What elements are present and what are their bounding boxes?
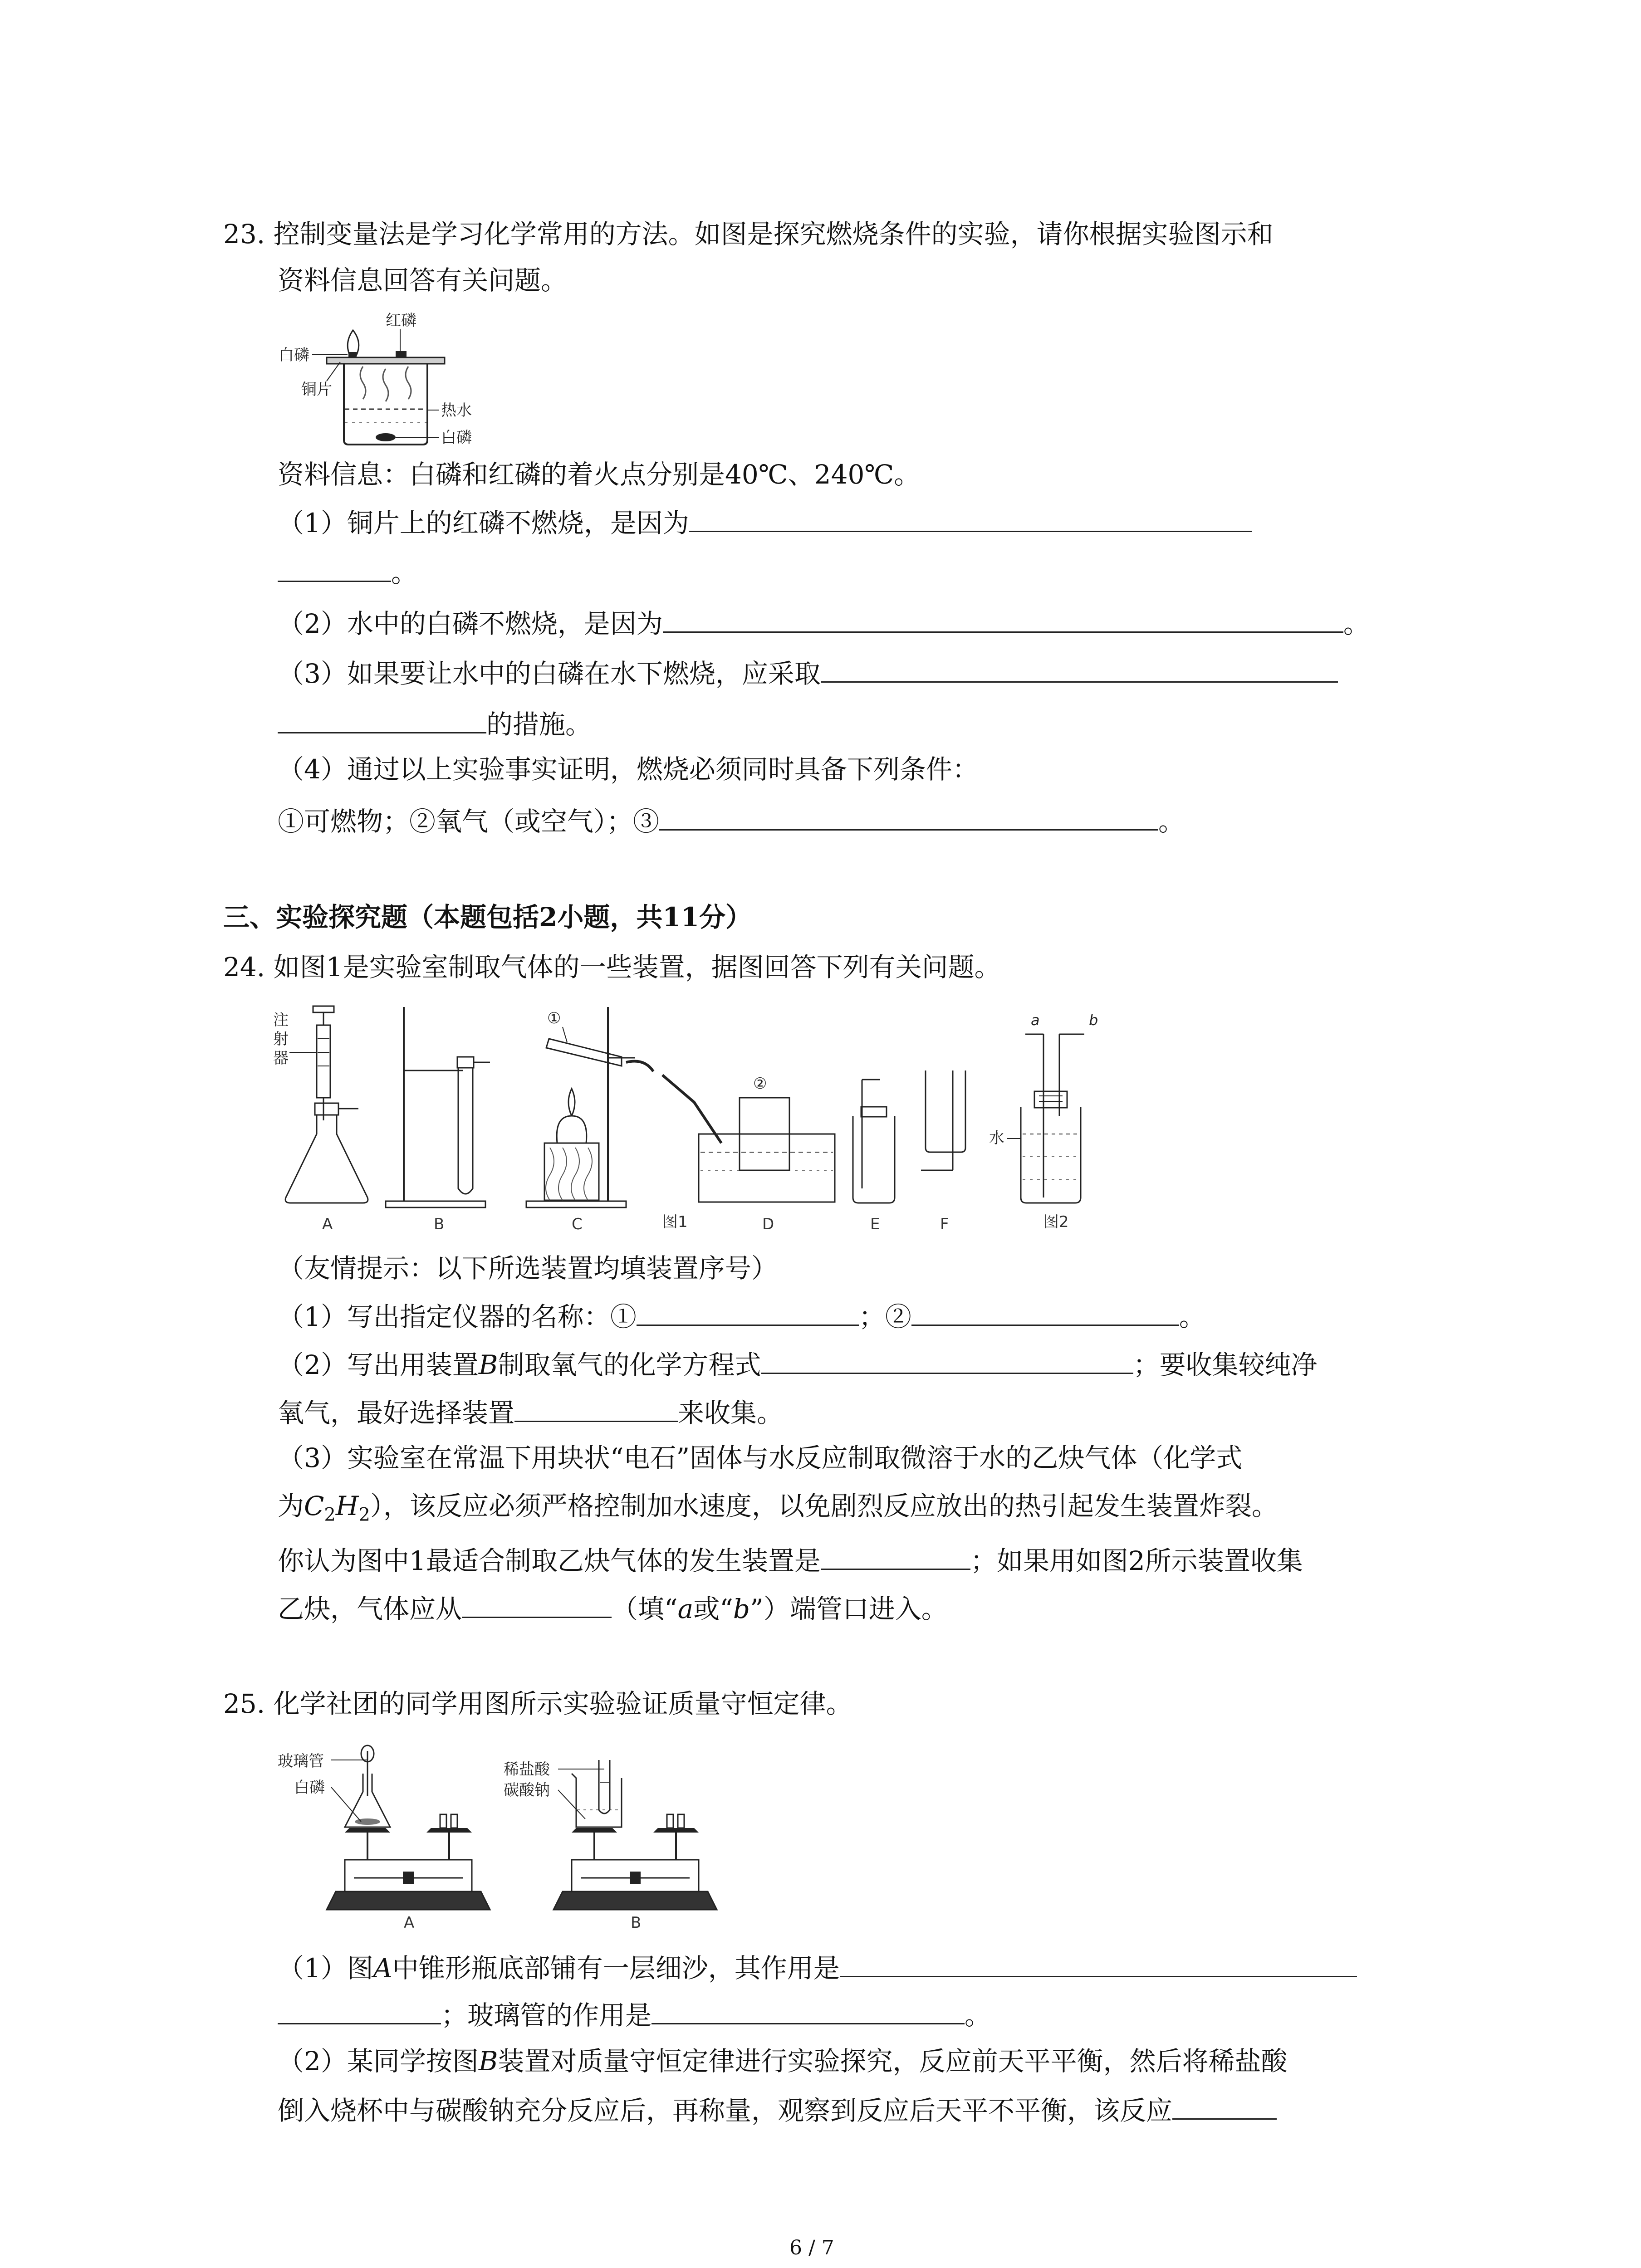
apparatus-E [853,1080,895,1233]
q24-part2-equation-blank[interactable] [761,1346,1133,1374]
q25-balance-figure [277,1742,740,1932]
q25-part1-text: （1）图 [278,1953,373,1984]
q24-part3-line4-text: 乙炔，气体应从 [278,1593,462,1624]
q23-part1-end: 。 [391,557,418,588]
q25-part2-line2-text: 倒入烧杯中与碳酸钠充分反应后，再称量，观察到反应后天平不平衡，该反应 [278,2095,1173,2126]
q24-part1-sep: ；② [858,1301,911,1332]
q24-part2 [278,1346,1318,1381]
fig-label-dilute-hcl: 稀盐酸 [504,1760,550,1779]
q23-part3-end: 的措施。 [486,709,592,740]
q24-part3-line2 [278,1490,1278,1531]
q25-stem: 25. 化学社团的同学用图所示实验验证质量守恒定律。 [223,1688,852,1719]
marker-1: ① [547,1009,561,1027]
q24-part1-end: 。 [1179,1301,1205,1332]
q24-part3-line4-end: ”）端管口进入。 [750,1593,948,1624]
q25-part2-blank[interactable] [1172,2092,1277,2120]
q24-apparatus-figure [272,998,1180,1234]
balance-B [504,1760,717,1932]
q23-part2-text: （2）水中的白磷不燃烧，是因为 [278,608,663,639]
q24-part3-port-blank[interactable] [462,1590,612,1618]
apparatus-A [273,1006,368,1233]
formula-sub-2a: 2 [324,1504,336,1525]
fig-label-hot-water: 热水 [441,401,472,420]
q25-part2-text: （2）某同学按图 [278,2046,479,2077]
q23-part4-end: 。 [1158,806,1185,837]
q24-part1 [278,1298,1205,1333]
q23-part3-line2 [278,706,592,741]
figure-2-apparatus [989,1012,1098,1231]
apparatus-C [526,1007,653,1233]
q23-part2-blank[interactable] [663,605,1343,633]
q24-part2-device-blank[interactable] [514,1394,678,1422]
figure-1-caption: 图1 [662,1213,688,1231]
tube-label-a: a [1031,1012,1040,1029]
apparatus-label-A: A [322,1215,333,1233]
section-3-heading: 三、实验探究题（本题包括2小题，共11分） [223,902,752,933]
fig-label-red-phosphorus: 红磷 [386,312,416,330]
apparatus-D [662,1075,835,1233]
q25-part1-line2-end: 。 [965,2000,991,2031]
q23-part2-end: 。 [1343,608,1370,639]
apparatus-label-C: C [572,1215,583,1233]
q23-info: 资料信息：白磷和红磷的着火点分别是40℃、240℃。 [278,459,921,490]
q23-part3-blank[interactable] [821,655,1338,683]
q25-part1-blank[interactable] [840,1950,1357,1977]
syringe-label-3: 器 [273,1049,289,1067]
formula-H: H [335,1491,359,1521]
q23-part1-blank-cont[interactable] [278,554,391,582]
apparatus-B [386,1007,490,1233]
q24-part3-or: 或“ [693,1593,733,1624]
q23-part3 [278,655,1338,690]
q23-part1 [278,504,1252,539]
water-label: 水 [989,1129,1004,1147]
q25-part2-line2 [278,2092,1277,2127]
q25-part1-blank-cont[interactable] [278,1997,441,2024]
figure-2-caption: 图2 [1043,1213,1069,1231]
q25-part1-line2 [278,1997,991,2032]
q25-part2-B: B [478,2046,498,2077]
q24-part3-line4-a: （填“ [612,1593,678,1624]
q24-part2-text-c: ；要收集较纯净 [1133,1349,1318,1380]
tube-label-b: b [1089,1012,1098,1029]
figure-label-A: A [404,1914,415,1932]
q24-part2-text-b: 制取氧气的化学方程式 [498,1349,761,1380]
apparatus-label-E: E [870,1215,880,1233]
q24-part3-line3-end: ；如果用如图2所示装置收集 [970,1545,1303,1576]
fig-label-white-phosphorus-bottom: 白磷 [441,429,472,447]
q25-part1-line2-mid: ；玻璃管的作用是 [441,2000,652,2031]
q23-part3-text: （3）如果要让水中的白磷在水下燃烧，应采取 [278,658,821,689]
q24-part2-line2-text: 氧气，最好选择装置 [278,1398,515,1428]
q24-part3: （3）实验室在常温下用块状“电石”固体与水反应制取微溶于水的乙炔气体（化学式 [278,1442,1243,1473]
fig-label-sodium-carbonate: 碳酸钠 [504,1781,550,1799]
syringe-label-1: 注 [273,1011,289,1029]
formula-sub-2b: 2 [358,1504,370,1525]
q23-part3-blank-cont[interactable] [278,706,486,733]
q24-part3-option-a: a [677,1593,694,1624]
q24-part3-option-b: b [733,1593,750,1624]
q24-part2-line2-end: 来收集。 [678,1398,784,1428]
q25-part2 [278,2045,1288,2077]
q23-stem-line1: 23. 控制变量法是学习化学常用的方法。如图是探究燃烧条件的实验，请你根据实验图示和 [223,219,1274,249]
q25-part1-text-b: 中锥形瓶底部铺有一层细沙，其作用是 [392,1953,840,1984]
q24-stem: 24. 如图1是实验室制取气体的一些装置，据图回答下列有关问题。 [223,952,1001,982]
q24-part2-B: B [478,1349,498,1380]
q23-part1-text: （1）铜片上的红磷不燃烧，是因为 [278,508,689,538]
figure-label-B: B [631,1914,642,1932]
apparatus-label-B: B [434,1215,445,1233]
q23-part4: （4）通过以上实验事实证明，燃烧必须同时具备下列条件： [278,754,979,785]
q24-part3-line3-text: 你认为图中1最适合制取乙炔气体的发生装置是 [278,1545,821,1576]
q24-part3-line3 [278,1542,1303,1577]
q24-part3-line2-a: 为 [278,1491,304,1521]
q24-part1-blank-2[interactable] [911,1298,1179,1326]
q23-combustion-figure [272,308,481,454]
q24-part3-device-blank[interactable] [821,1542,970,1570]
fig-label-copper-plate: 铜片 [301,381,332,399]
apparatus-F [921,1070,965,1233]
q23-part1-line2 [278,554,417,589]
q24-part3-line2-b: ），该反应必须严格控制加水速度，以免剧烈反应放出的热引起发生装置炸裂。 [370,1491,1278,1521]
q25-part1-A: A [373,1953,392,1984]
marker-2: ② [753,1075,767,1093]
formula-C: C [304,1491,324,1521]
apparatus-label-D: D [762,1215,774,1233]
q24-part2-text: （2）写出用装置 [278,1349,479,1380]
fig-label-white-phosphorus: 白磷 [294,1779,325,1797]
q25-part1 [278,1950,1357,1984]
syringe-label-2: 射 [273,1030,289,1048]
balance-A [278,1745,490,1932]
q24-part2-line2 [278,1394,783,1429]
fig-label-glass-tube: 玻璃管 [278,1752,324,1770]
q23-part4-conditions: ①可燃物；②氧气（或空气）；③ [278,806,660,837]
q23-part4-line2 [278,803,1185,838]
q25-part2-text-b: 装置对质量守恒定律进行实验探究，反应前天平平衡，然后将稀盐酸 [498,2046,1288,2077]
q23-stem-line2: 资料信息回答有关问题。 [278,265,568,296]
page-number: 6 / 7 [789,2236,834,2259]
q23-part4-blank[interactable] [659,803,1158,831]
q24-part1-blank-1[interactable] [637,1298,859,1326]
q23-part1-blank[interactable] [689,504,1252,532]
q23-part2 [278,605,1370,640]
q25-part1-tube-blank[interactable] [652,1997,965,2024]
q24-part1-text: （1）写出指定仪器的名称：① [278,1301,637,1332]
apparatus-label-F: F [940,1215,949,1233]
fig-label-white-phosphorus-top: 白磷 [279,346,309,364]
q24-part3-line4 [278,1590,948,1625]
q24-tip: （友情提示：以下所选装置均填装置序号） [278,1253,778,1284]
